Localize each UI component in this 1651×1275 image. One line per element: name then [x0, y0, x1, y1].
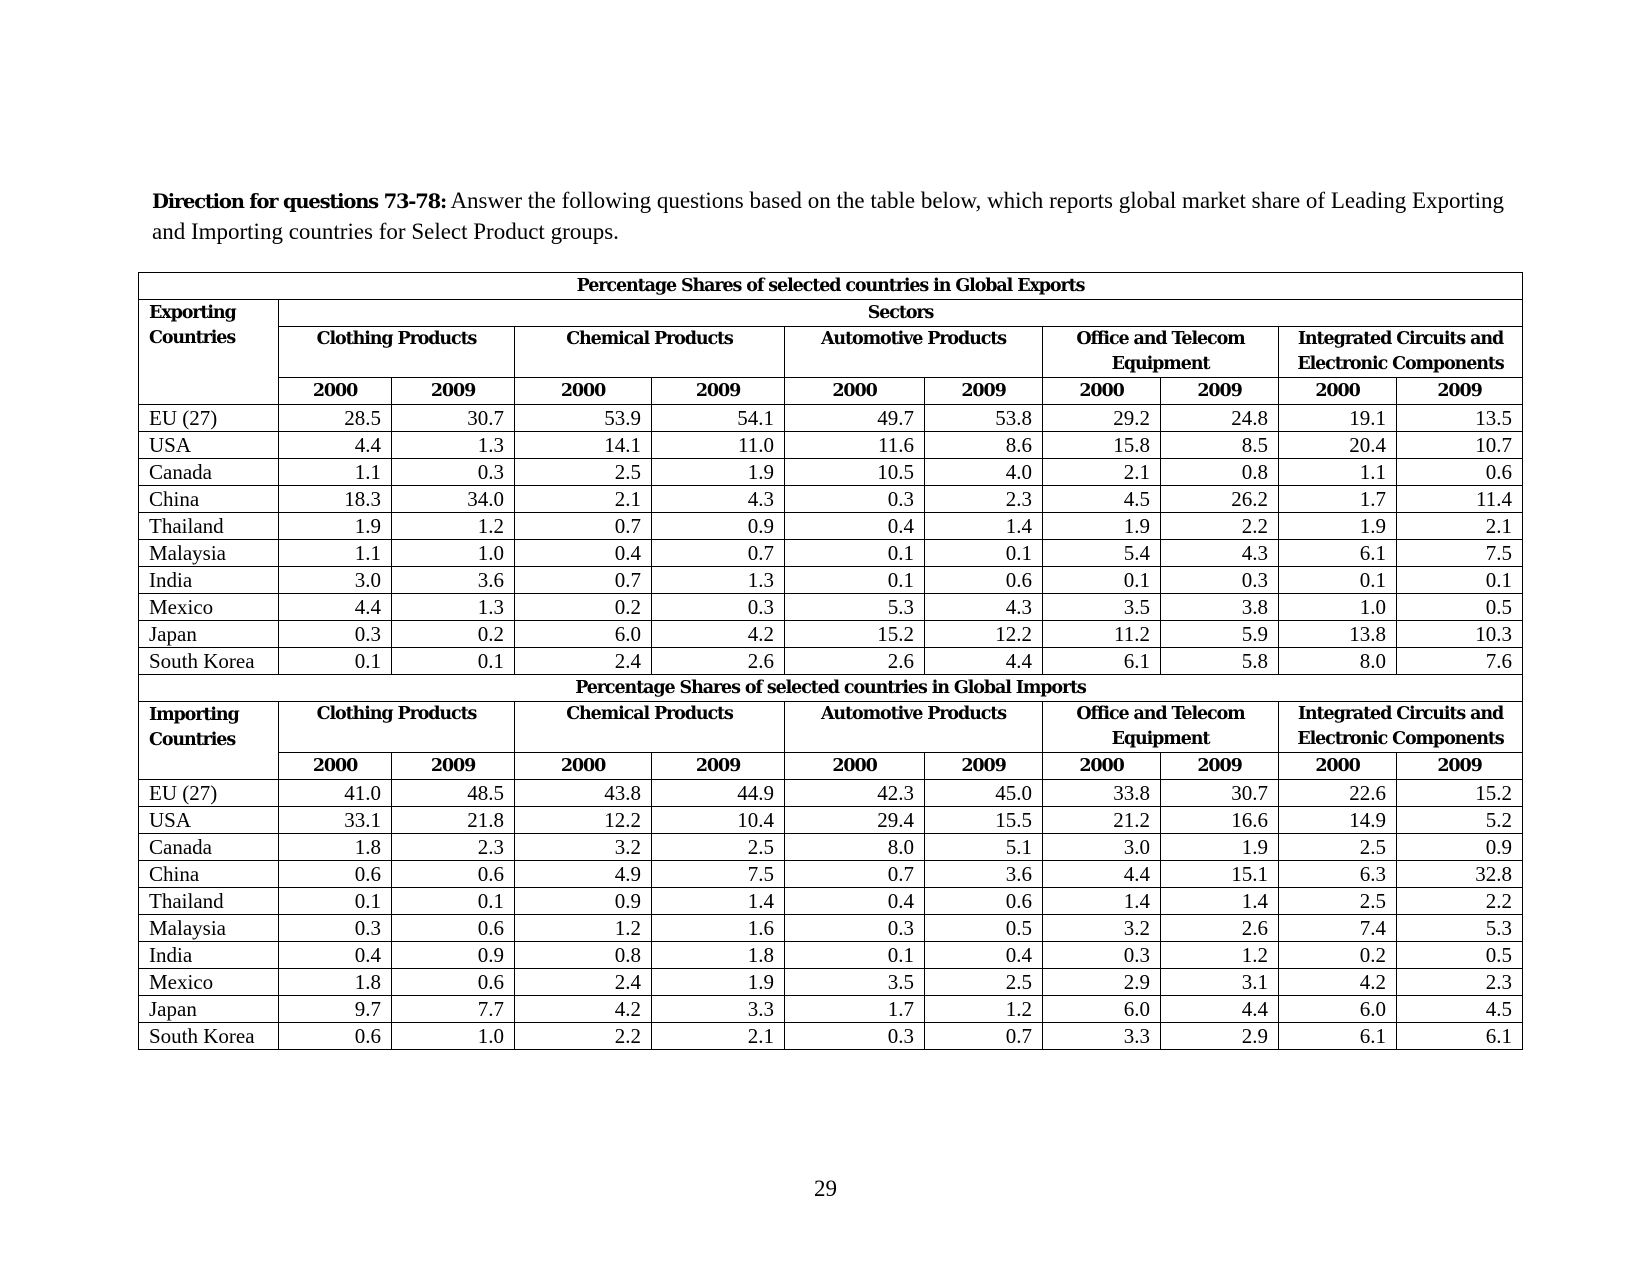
- imports-table-title: Percentage Shares of selected countries in Global Imports: [139, 675, 1523, 702]
- direction-lead: Direction for questions 73-78:: [152, 190, 446, 213]
- exports-value-cell: 10.5: [785, 459, 925, 486]
- exports-value-cell: 5.8: [1161, 648, 1279, 675]
- imports-value-cell: 2.9: [1043, 969, 1161, 996]
- exports-value-cell: 0.4: [785, 513, 925, 540]
- imports-value-cell: 12.2: [515, 807, 652, 834]
- exports-value-cell: 1.9: [279, 513, 392, 540]
- imports-corner-header: Importing Countries: [139, 702, 279, 780]
- exports-value-cell: 0.9: [652, 513, 785, 540]
- imports-value-cell: 0.9: [392, 942, 515, 969]
- imports-value-cell: 1.0: [392, 1023, 515, 1050]
- imports-value-cell: 5.2: [1397, 807, 1523, 834]
- exports-year-header: 2000: [1279, 378, 1397, 405]
- imports-value-cell: 5.3: [1397, 915, 1523, 942]
- exports-value-cell: 0.4: [515, 540, 652, 567]
- exports-value-cell: 1.1: [279, 459, 392, 486]
- imports-country-cell: India: [139, 942, 279, 969]
- page-number: 29: [814, 1176, 837, 1201]
- exports-country-cell: EU (27): [139, 405, 279, 432]
- exports-value-cell: 3.8: [1161, 594, 1279, 621]
- exports-year-header: 2009: [1397, 378, 1523, 405]
- exports-value-cell: 26.2: [1161, 486, 1279, 513]
- imports-value-cell: 0.4: [279, 942, 392, 969]
- exports-sector-header: Integrated Circuits and Electronic Components: [1279, 327, 1523, 378]
- imports-value-cell: 0.8: [515, 942, 652, 969]
- exports-year-header: 2009: [652, 378, 785, 405]
- exports-value-cell: 5.3: [785, 594, 925, 621]
- exports-value-cell: 0.1: [925, 540, 1043, 567]
- imports-sector-header: Clothing Products: [279, 702, 515, 753]
- imports-value-cell: 0.9: [515, 888, 652, 915]
- exports-value-cell: 11.4: [1397, 486, 1523, 513]
- exports-value-cell: 1.4: [925, 513, 1043, 540]
- table-row: [139, 432, 1523, 459]
- imports-value-cell: 2.5: [1279, 888, 1397, 915]
- imports-value-cell: 8.0: [785, 834, 925, 861]
- imports-value-cell: 1.6: [652, 915, 785, 942]
- exports-value-cell: 1.0: [392, 540, 515, 567]
- imports-value-cell: 10.4: [652, 807, 785, 834]
- exports-value-cell: 8.0: [1279, 648, 1397, 675]
- exports-value-cell: 3.0: [279, 567, 392, 594]
- imports-value-cell: 44.9: [652, 780, 785, 807]
- exports-value-cell: 53.9: [515, 405, 652, 432]
- exports-value-cell: 28.5: [279, 405, 392, 432]
- imports-value-cell: 1.4: [652, 888, 785, 915]
- imports-value-cell: 1.8: [279, 969, 392, 996]
- imports-value-cell: 43.8: [515, 780, 652, 807]
- exports-value-cell: 29.2: [1043, 405, 1161, 432]
- exports-country-cell: Malaysia: [139, 540, 279, 567]
- imports-value-cell: 6.0: [1043, 996, 1161, 1023]
- exports-year-header: 2000: [1043, 378, 1161, 405]
- table-row: [139, 486, 1523, 513]
- imports-value-cell: 6.3: [1279, 861, 1397, 888]
- table-row: [139, 648, 1523, 675]
- imports-sector-header: Integrated Circuits and Electronic Components: [1279, 702, 1523, 753]
- imports-value-cell: 0.3: [1043, 942, 1161, 969]
- exports-value-cell: 0.5: [1397, 594, 1523, 621]
- imports-value-cell: 7.5: [652, 861, 785, 888]
- exports-value-cell: 6.1: [1279, 540, 1397, 567]
- imports-value-cell: 4.2: [515, 996, 652, 1023]
- imports-year-header: 2009: [925, 753, 1043, 780]
- exports-value-cell: 10.7: [1397, 432, 1523, 459]
- table-row: [139, 996, 1523, 1023]
- exports-value-cell: 20.4: [1279, 432, 1397, 459]
- exports-value-cell: 49.7: [785, 405, 925, 432]
- imports-value-cell: 2.2: [515, 1023, 652, 1050]
- exports-value-cell: 7.5: [1397, 540, 1523, 567]
- table-row: [139, 861, 1523, 888]
- exports-value-cell: 8.5: [1161, 432, 1279, 459]
- exports-value-cell: 0.8: [1161, 459, 1279, 486]
- imports-value-cell: 33.1: [279, 807, 392, 834]
- exports-sector-header: Automotive Products: [785, 327, 1043, 378]
- exports-value-cell: 10.3: [1397, 621, 1523, 648]
- imports-value-cell: 2.3: [1397, 969, 1523, 996]
- table-row: [139, 621, 1523, 648]
- imports-value-cell: 4.9: [515, 861, 652, 888]
- exports-value-cell: 11.2: [1043, 621, 1161, 648]
- exports-value-cell: 15.2: [785, 621, 925, 648]
- imports-country-cell: South Korea: [139, 1023, 279, 1050]
- exports-value-cell: 0.1: [785, 540, 925, 567]
- imports-value-cell: 1.2: [1161, 942, 1279, 969]
- table-row: [139, 540, 1523, 567]
- imports-value-cell: 30.7: [1161, 780, 1279, 807]
- exports-corner-header: Exporting Countries: [139, 300, 279, 405]
- exports-value-cell: 11.6: [785, 432, 925, 459]
- exports-value-cell: 0.1: [1279, 567, 1397, 594]
- table-row: [139, 459, 1523, 486]
- exports-value-cell: 3.5: [1043, 594, 1161, 621]
- exports-value-cell: 2.5: [515, 459, 652, 486]
- imports-value-cell: 1.7: [785, 996, 925, 1023]
- imports-value-cell: 3.3: [1043, 1023, 1161, 1050]
- exports-year-header: 2009: [925, 378, 1043, 405]
- exports-value-cell: 0.1: [1043, 567, 1161, 594]
- exports-value-cell: 1.9: [1279, 513, 1397, 540]
- exports-sectors-label-row: [139, 300, 1523, 327]
- exports-value-cell: 1.0: [1279, 594, 1397, 621]
- exports-value-cell: 0.2: [515, 594, 652, 621]
- imports-value-cell: 6.1: [1397, 1023, 1523, 1050]
- imports-value-cell: 1.8: [279, 834, 392, 861]
- imports-value-cell: 42.3: [785, 780, 925, 807]
- exports-value-cell: 5.4: [1043, 540, 1161, 567]
- imports-value-cell: 22.6: [1279, 780, 1397, 807]
- exports-value-cell: 1.2: [392, 513, 515, 540]
- table-row: [139, 405, 1523, 432]
- table-row: [139, 888, 1523, 915]
- exports-value-cell: 0.1: [785, 567, 925, 594]
- exports-value-cell: 11.0: [652, 432, 785, 459]
- exports-value-cell: 1.3: [392, 432, 515, 459]
- imports-value-cell: 15.2: [1397, 780, 1523, 807]
- imports-value-cell: 16.6: [1161, 807, 1279, 834]
- imports-value-cell: 0.7: [785, 861, 925, 888]
- imports-value-cell: 41.0: [279, 780, 392, 807]
- imports-value-cell: 0.6: [392, 969, 515, 996]
- imports-value-cell: 1.2: [925, 996, 1043, 1023]
- exports-value-cell: 2.1: [515, 486, 652, 513]
- imports-value-cell: 9.7: [279, 996, 392, 1023]
- exports-value-cell: 0.3: [279, 621, 392, 648]
- exports-value-cell: 7.6: [1397, 648, 1523, 675]
- imports-value-cell: 48.5: [392, 780, 515, 807]
- imports-value-cell: 0.2: [1279, 942, 1397, 969]
- exports-title-row: [139, 273, 1523, 300]
- imports-country-cell: Canada: [139, 834, 279, 861]
- exports-value-cell: 1.9: [1043, 513, 1161, 540]
- imports-value-cell: 1.4: [1161, 888, 1279, 915]
- exports-value-cell: 1.7: [1279, 486, 1397, 513]
- imports-value-cell: 5.1: [925, 834, 1043, 861]
- imports-year-header: 2000: [279, 753, 392, 780]
- exports-value-cell: 0.3: [1161, 567, 1279, 594]
- exports-value-cell: 0.3: [392, 459, 515, 486]
- imports-value-cell: 3.5: [785, 969, 925, 996]
- imports-country-cell: Thailand: [139, 888, 279, 915]
- imports-value-cell: 0.1: [785, 942, 925, 969]
- imports-value-cell: 2.5: [1279, 834, 1397, 861]
- imports-title-row: [139, 675, 1523, 702]
- exports-value-cell: 0.7: [652, 540, 785, 567]
- exports-value-cell: 13.8: [1279, 621, 1397, 648]
- imports-value-cell: 15.1: [1161, 861, 1279, 888]
- exports-value-cell: 30.7: [392, 405, 515, 432]
- exports-value-cell: 0.1: [392, 648, 515, 675]
- imports-value-cell: 4.4: [1161, 996, 1279, 1023]
- exports-value-cell: 2.6: [652, 648, 785, 675]
- exports-value-cell: 0.7: [515, 513, 652, 540]
- imports-value-cell: 21.2: [1043, 807, 1161, 834]
- imports-value-cell: 3.0: [1043, 834, 1161, 861]
- imports-value-cell: 14.9: [1279, 807, 1397, 834]
- exports-value-cell: 4.5: [1043, 486, 1161, 513]
- imports-value-cell: 3.3: [652, 996, 785, 1023]
- exports-year-header: 2000: [279, 378, 392, 405]
- imports-value-cell: 1.8: [652, 942, 785, 969]
- exports-year-header: 2009: [392, 378, 515, 405]
- imports-value-cell: 21.8: [392, 807, 515, 834]
- imports-value-cell: 0.6: [392, 915, 515, 942]
- exports-value-cell: 2.6: [785, 648, 925, 675]
- imports-year-header: 2000: [515, 753, 652, 780]
- imports-value-cell: 3.6: [925, 861, 1043, 888]
- exports-value-cell: 4.3: [1161, 540, 1279, 567]
- exports-value-cell: 4.4: [925, 648, 1043, 675]
- exports-year-header: 2009: [1161, 378, 1279, 405]
- exports-value-cell: 13.5: [1397, 405, 1523, 432]
- imports-value-cell: 2.6: [1161, 915, 1279, 942]
- exports-years-row: [139, 378, 1523, 405]
- exports-value-cell: 2.1: [1397, 513, 1523, 540]
- imports-value-cell: 0.1: [392, 888, 515, 915]
- exports-value-cell: 19.1: [1279, 405, 1397, 432]
- exports-country-cell: Thailand: [139, 513, 279, 540]
- exports-value-cell: 1.1: [279, 540, 392, 567]
- table-row: [139, 915, 1523, 942]
- exports-value-cell: 5.9: [1161, 621, 1279, 648]
- table-row: [139, 594, 1523, 621]
- exports-value-cell: 8.6: [925, 432, 1043, 459]
- exports-year-header: 2000: [785, 378, 925, 405]
- direction-text: Answer the following questions based on the table below, which reports global market share of Leading Exporting and Importing countries for Select Product groups.: [152, 188, 1504, 244]
- exports-value-cell: 2.2: [1161, 513, 1279, 540]
- imports-value-cell: 1.4: [1043, 888, 1161, 915]
- imports-year-header: 2000: [1279, 753, 1397, 780]
- imports-year-header: 2009: [1161, 753, 1279, 780]
- imports-value-cell: 0.6: [925, 888, 1043, 915]
- exports-value-cell: 0.3: [652, 594, 785, 621]
- exports-value-cell: 0.3: [785, 486, 925, 513]
- imports-value-cell: 3.2: [1043, 915, 1161, 942]
- exports-country-cell: USA: [139, 432, 279, 459]
- exports-country-cell: South Korea: [139, 648, 279, 675]
- imports-value-cell: 45.0: [925, 780, 1043, 807]
- exports-value-cell: 53.8: [925, 405, 1043, 432]
- imports-country-cell: Mexico: [139, 969, 279, 996]
- imports-value-cell: 0.7: [925, 1023, 1043, 1050]
- table-row: [139, 1023, 1523, 1050]
- imports-value-cell: 0.4: [925, 942, 1043, 969]
- exports-value-cell: 2.1: [1043, 459, 1161, 486]
- imports-value-cell: 0.3: [279, 915, 392, 942]
- exports-value-cell: 0.6: [1397, 459, 1523, 486]
- exports-value-cell: 2.4: [515, 648, 652, 675]
- imports-value-cell: 0.3: [785, 1023, 925, 1050]
- imports-sector-header: Automotive Products: [785, 702, 1043, 753]
- imports-value-cell: 1.9: [652, 969, 785, 996]
- table-row: [139, 513, 1523, 540]
- exports-value-cell: 3.6: [392, 567, 515, 594]
- imports-country-cell: USA: [139, 807, 279, 834]
- imports-value-cell: 32.8: [1397, 861, 1523, 888]
- imports-year-header: 2009: [652, 753, 785, 780]
- exports-country-cell: Japan: [139, 621, 279, 648]
- imports-value-cell: 0.3: [785, 915, 925, 942]
- imports-value-cell: 0.6: [279, 861, 392, 888]
- table-row: [139, 780, 1523, 807]
- sectors-label: Sectors: [279, 300, 1523, 327]
- table-row: [139, 969, 1523, 996]
- imports-value-cell: 0.9: [1397, 834, 1523, 861]
- exports-value-cell: 18.3: [279, 486, 392, 513]
- imports-value-cell: 33.8: [1043, 780, 1161, 807]
- imports-value-cell: 1.9: [1161, 834, 1279, 861]
- exports-value-cell: 4.3: [925, 594, 1043, 621]
- exports-value-cell: 0.2: [392, 621, 515, 648]
- exports-value-cell: 1.3: [652, 567, 785, 594]
- exports-sector-header: Chemical Products: [515, 327, 785, 378]
- exports-value-cell: 12.2: [925, 621, 1043, 648]
- imports-value-cell: 2.4: [515, 969, 652, 996]
- imports-value-cell: 4.5: [1397, 996, 1523, 1023]
- imports-value-cell: 15.5: [925, 807, 1043, 834]
- imports-value-cell: 2.9: [1161, 1023, 1279, 1050]
- imports-value-cell: 6.0: [1279, 996, 1397, 1023]
- imports-value-cell: 0.4: [785, 888, 925, 915]
- direction-paragraph: [152, 186, 1504, 247]
- exports-value-cell: 1.9: [652, 459, 785, 486]
- exports-value-cell: 14.1: [515, 432, 652, 459]
- exports-value-cell: 0.6: [925, 567, 1043, 594]
- imports-value-cell: 2.3: [392, 834, 515, 861]
- imports-value-cell: 7.7: [392, 996, 515, 1023]
- exports-value-cell: 4.4: [279, 432, 392, 459]
- imports-value-cell: 2.5: [925, 969, 1043, 996]
- imports-value-cell: 1.2: [515, 915, 652, 942]
- exports-country-cell: India: [139, 567, 279, 594]
- exports-value-cell: 6.1: [1043, 648, 1161, 675]
- imports-year-header: 2000: [1043, 753, 1161, 780]
- imports-value-cell: 0.6: [392, 861, 515, 888]
- imports-year-header: 2000: [785, 753, 925, 780]
- table-body: [139, 273, 1523, 1050]
- imports-value-cell: 6.1: [1279, 1023, 1397, 1050]
- exports-country-cell: China: [139, 486, 279, 513]
- exports-value-cell: 4.2: [652, 621, 785, 648]
- table-row: [139, 567, 1523, 594]
- imports-years-row: [139, 753, 1523, 780]
- imports-country-cell: EU (27): [139, 780, 279, 807]
- imports-sector-header: Office and Telecom Equipment: [1043, 702, 1279, 753]
- imports-value-cell: 4.4: [1043, 861, 1161, 888]
- imports-value-cell: 3.1: [1161, 969, 1279, 996]
- table-row: [139, 807, 1523, 834]
- imports-year-header: 2009: [1397, 753, 1523, 780]
- exports-value-cell: 0.1: [279, 648, 392, 675]
- table-row: [139, 942, 1523, 969]
- imports-value-cell: 0.6: [279, 1023, 392, 1050]
- exports-value-cell: 4.4: [279, 594, 392, 621]
- imports-country-cell: China: [139, 861, 279, 888]
- exports-value-cell: 4.3: [652, 486, 785, 513]
- exports-value-cell: 1.1: [1279, 459, 1397, 486]
- exports-year-header: 2000: [515, 378, 652, 405]
- market-share-table: [138, 272, 1523, 1050]
- imports-value-cell: 0.5: [1397, 942, 1523, 969]
- exports-value-cell: 15.8: [1043, 432, 1161, 459]
- imports-value-cell: 2.2: [1397, 888, 1523, 915]
- imports-value-cell: 0.1: [279, 888, 392, 915]
- exports-sector-header: Clothing Products: [279, 327, 515, 378]
- table-row: [139, 834, 1523, 861]
- exports-table-title: Percentage Shares of selected countries in Global Exports: [139, 273, 1523, 300]
- imports-country-cell: Japan: [139, 996, 279, 1023]
- imports-value-cell: 4.2: [1279, 969, 1397, 996]
- imports-value-cell: 2.5: [652, 834, 785, 861]
- exports-value-cell: 0.7: [515, 567, 652, 594]
- imports-value-cell: 7.4: [1279, 915, 1397, 942]
- imports-value-cell: 0.5: [925, 915, 1043, 942]
- exports-country-cell: Mexico: [139, 594, 279, 621]
- exports-sector-header: Office and Telecom Equipment: [1043, 327, 1279, 378]
- imports-value-cell: 3.2: [515, 834, 652, 861]
- exports-value-cell: 1.3: [392, 594, 515, 621]
- imports-country-cell: Malaysia: [139, 915, 279, 942]
- imports-year-header: 2009: [392, 753, 515, 780]
- exports-value-cell: 0.1: [1397, 567, 1523, 594]
- imports-sector-header: Chemical Products: [515, 702, 785, 753]
- exports-value-cell: 4.0: [925, 459, 1043, 486]
- exports-value-cell: 2.3: [925, 486, 1043, 513]
- exports-value-cell: 6.0: [515, 621, 652, 648]
- exports-value-cell: 54.1: [652, 405, 785, 432]
- exports-value-cell: 24.8: [1161, 405, 1279, 432]
- exports-country-cell: Canada: [139, 459, 279, 486]
- imports-value-cell: 2.1: [652, 1023, 785, 1050]
- exports-value-cell: 34.0: [392, 486, 515, 513]
- imports-value-cell: 29.4: [785, 807, 925, 834]
